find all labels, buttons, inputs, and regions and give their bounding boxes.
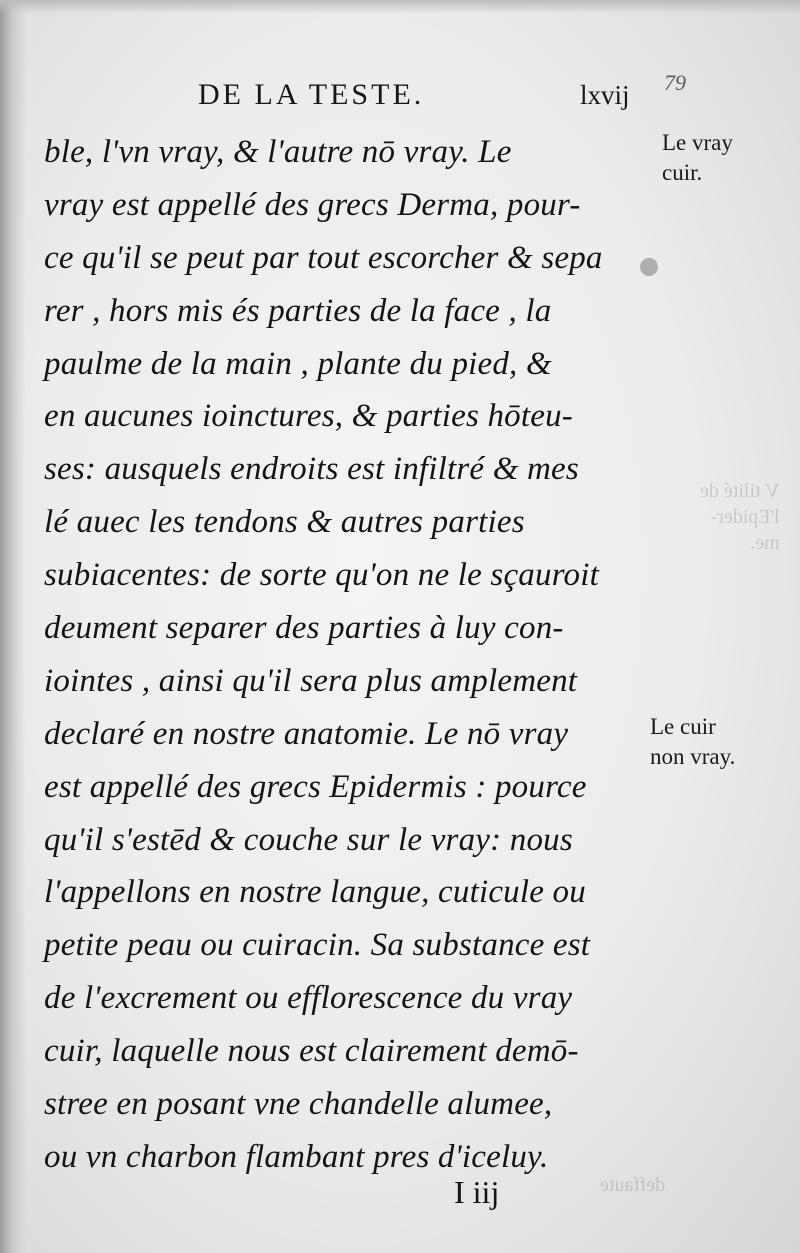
text-line: cuir, laquelle nous est clairement demō-	[44, 1033, 579, 1070]
margin-note-line: Le cuir	[650, 714, 716, 739]
margin-note-vray-cuir	[662, 128, 733, 188]
show-through-line: l'Epider-	[710, 506, 780, 528]
text-line: est appellé des grecs Epidermis : pource	[44, 768, 587, 805]
text-line: petite peau ou cuiracin. Sa substance est	[44, 927, 591, 964]
text-line: ses: ausquels endroits est infiltré & mes	[44, 451, 579, 488]
show-through-line: deffaute	[600, 1174, 666, 1196]
text-line: declaré en nostre anatomie. Le nō vray	[44, 715, 569, 752]
running-head: DE LA TESTE.	[198, 78, 425, 111]
top-edge-shadow	[0, 0, 800, 14]
margin-note-line: cuir.	[662, 160, 703, 185]
show-through-text	[600, 1172, 665, 1198]
margin-note-line: Le vray	[662, 130, 733, 155]
gutter-shadow	[0, 0, 26, 1253]
text-line: ou vn charbon flambant pres d'iceluy.	[44, 1138, 549, 1175]
show-through-line: me.	[750, 532, 780, 554]
text-line: stree en posant vne chandelle alumee,	[44, 1086, 553, 1123]
signature-mark: I iij	[454, 1174, 500, 1210]
folio-number: lxvij	[580, 80, 630, 110]
main-text-block	[44, 126, 644, 1184]
text-line: iointes , ainsi qu'il sera plus amplement	[44, 662, 578, 699]
ink-blot	[640, 258, 658, 276]
text-line: rer , hors mis és parties de la face , la	[44, 292, 552, 329]
text-line: en aucunes ioinctures, & parties hōteu-	[44, 398, 573, 435]
text-line: ce qu'il se peut par tout escorcher & sepa	[44, 239, 603, 276]
text-line: qu'il s'estēd & couche sur le vray: nous	[44, 821, 573, 858]
text-line: l'appellons en nostre langue, cuticule ou	[44, 874, 586, 911]
show-through-line: V tilité de	[700, 480, 780, 502]
text-line: deument separer des parties à luy con-	[44, 610, 564, 647]
manuscript-page-number: 79	[664, 70, 686, 95]
text-line: paulme de la main , plante du pied, &	[44, 345, 552, 382]
margin-note-cuir-non-vray	[650, 712, 735, 772]
text-line: vray est appellé des grecs Derma, pour-	[44, 186, 581, 223]
text-line: lé auec les tendons & autres parties	[44, 504, 525, 541]
show-through-text	[700, 478, 780, 556]
text-line: ble, l'vn vray, & l'autre nō vray. Le	[44, 134, 512, 170]
text-line: de l'excrement ou efflorescence du vray	[44, 980, 573, 1017]
text-line: subiacentes: de sorte qu'on ne le sçauroit	[44, 557, 599, 594]
margin-note-line: non vray.	[650, 744, 736, 769]
